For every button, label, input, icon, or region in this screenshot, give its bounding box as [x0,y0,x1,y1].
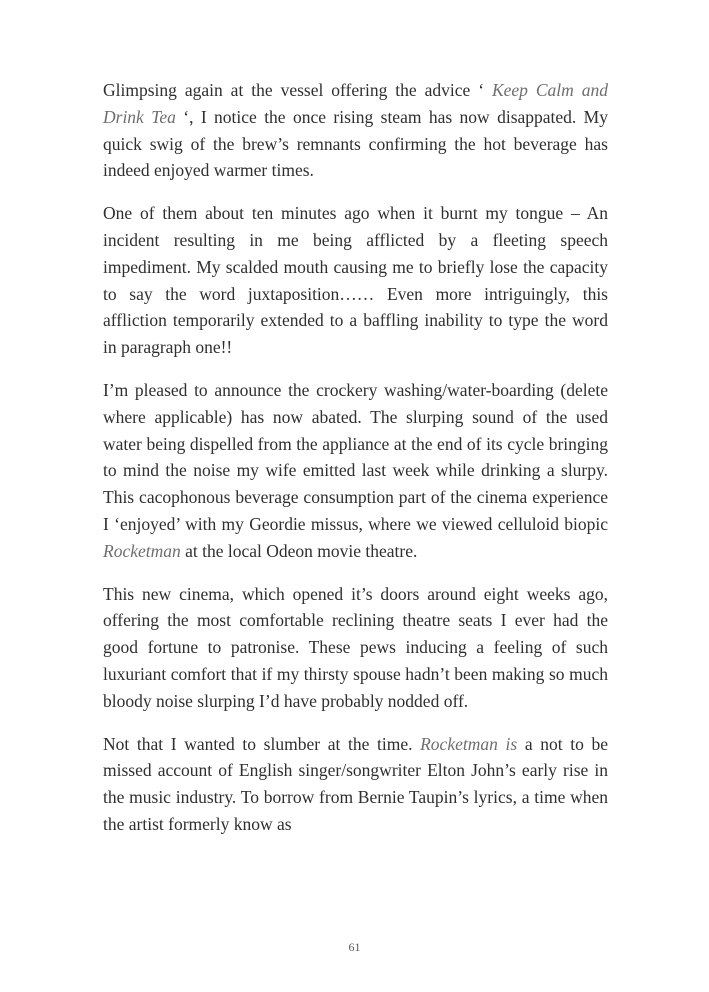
paragraph [103,731,608,838]
text-segment: at the local Odeon movie theatre. [180,540,418,561]
text-segment: Glimpsing again at the vessel offering the advice ‘ [103,80,492,100]
italic-text-segment: Keep Calm and Drink Tea [103,80,608,127]
paragraph [103,377,608,565]
text-segment: One of them about ten minutes ago when it burnt my tongue – An incident resulting in me being afflicted by a fleeting speech impediment. My scalded mouth causing me to briefly lose the capacity to say the word juxtaposition…… Even more intriguingly, this affliction temporarily extended to a baffling inability to type the word in paragraph one!! [103,203,608,358]
text-segment: I’m pleased to announce the crockery washing/water-boarding (delete where applicable) has now abated. The slurping sound of the used water being dispelled from the appliance at the end of its cycle bringing to mind the noise my wife emitted last week while drinking a slurpy. This cacophonous beverage consumption part of the cinema experience I ‘enjoyed’ with my Geordie missus, where we viewed celluloid biopic [103,379,608,534]
italic-text-segment: Rocketman [103,540,181,561]
italic-text-segment: Rocketman is [420,733,518,754]
paragraph [103,77,608,184]
paragraph [103,581,608,715]
text-segment: This new cinema, which opened it’s doors around eight weeks ago, offering the most comfortable reclining theatre seats I ever had the good fortune to patronise. These pews inducing a feeling of such luxuriant comfort that if my thirsty spouse hadn’t been making so much bloody noise slurping I’d have probably nodded off. [103,583,608,711]
text-segment: Not that I wanted to slumber at the time. [103,733,421,754]
page-number: 61 [348,940,361,954]
text-segment: ‘, I notice the once rising steam has now disappated. My quick swig of the brew’s remnants confirming the hot beverage has indeed enjoyed warmer times. [103,106,608,181]
page-body [103,77,608,854]
text-segment: a not to be missed account of English singer/songwriter Elton John’s early rise in the music industry. To borrow from Bernie Taupin’s lyrics, a time when the artist formerly know as [103,733,608,834]
paragraph [103,200,608,361]
